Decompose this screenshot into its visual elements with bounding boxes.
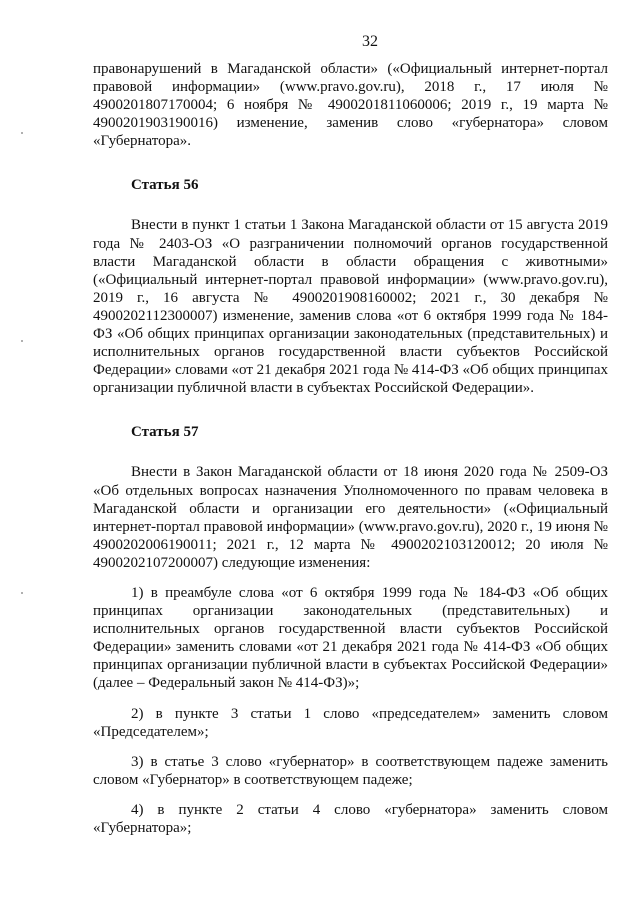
article-57-item-3: 3) в статье 3 слово «губернатор» в соответствующем падеже заменить словом «Губернатор» в соответствующем падеже;	[93, 753, 608, 788]
scan-mark	[21, 592, 23, 594]
scan-mark	[21, 340, 23, 342]
article-56-title: Статья 56	[131, 177, 199, 194]
article-57-item-4: 4) в пункте 2 статьи 4 слово «губернатора» заменить словом «Губернатора»;	[93, 801, 608, 836]
scan-mark	[21, 132, 23, 134]
article-56-paragraph: Внести в пункт 1 статьи 1 Закона Магаданской области от 15 августа 2019 года № 2403-ОЗ «О разграничении полномочий органов государственной власти Магаданской области в области обращения с животными» («Официальный интернет-портал правовой информации» (www.pravo.gov.ru), 2019 г., 16 августа № 4900201908160002; 2021 г., 30 декабря № 4900202112300007) изменение, заменив слова «от 6 октября 1999 года № 184-ФЗ «Об общих принципах организации законодательных (представительных) и исполнительных органов государственной власти субъектов Российской Федерации» словами «от 21 декабря 2021 года № 414-ФЗ «Об общих принципах организации публичной власти в субъектах Российской Федерации».	[93, 217, 608, 397]
document-body	[93, 60, 608, 837]
article-57-title: Статья 57	[131, 424, 199, 441]
article-57-item-2: 2) в пункте 3 статьи 1 слово «председателем» заменить словом «Председателем»;	[93, 705, 608, 740]
page-number: 32	[362, 33, 378, 50]
continuation-paragraph: правонарушений в Магаданской области» («Официальный интернет-портал правовой информации» (www.pravo.gov.ru), 2018 г., 17 июля № 4900201807170004; 6 ноября № 4900201811060006; 2019 г., 19 марта № 4900201903190016) изменение, заменив слово «губернатора» словом «Губернатора».	[93, 61, 608, 150]
article-57-intro: Внести в Закон Магаданской области от 18 июня 2020 года № 2509-ОЗ «Об отдельных вопросах назначения Уполномоченного по правам человека в Магаданской области и организации его деятельности» («Официальный интернет-портал правовой информации» (www.pravo.gov.ru), 2020 г., 19 июня № 4900202006190011; 2021 г., 12 марта № 4900202103120012; 20 июля № 4900202107200007) следующие изменения:	[93, 464, 608, 571]
article-57-item-1: 1) в преамбуле слова «от 6 октября 1999 года № 184-ФЗ «Об общих принципах организации законодательных (представительных) и исполнительных органов государственной власти субъектов Российской Федерации» заменить словами «от 21 декабря 2021 года № 414-ФЗ «Об общих принципах организации публичной власти в субъектах Российской Федерации» (далее – Федеральный закон № 414-ФЗ)»;	[93, 584, 608, 692]
